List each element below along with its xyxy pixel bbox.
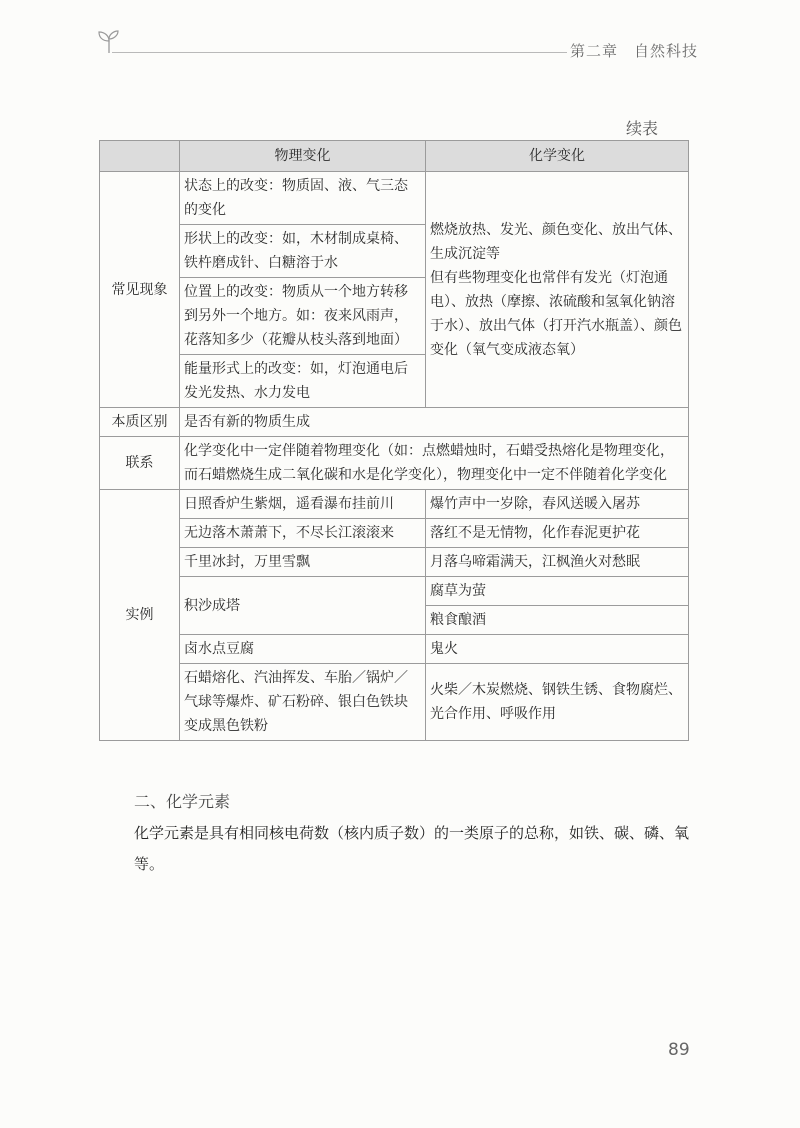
row-label-essence: 本质区别 [100,408,180,437]
table-header-row [100,141,689,172]
section-body: 化学元素是具有相同核电荷数（核内质子数）的一类原子的总称，如铁、碳、磷、氧等。 [134,824,690,873]
sprout-icon [96,28,122,54]
relation-content: 化学变化中一定伴随着物理变化（如：点燃蜡烛时，石蜡受热熔化是物理变化，而石蜡燃烧生成二氧化碳和水是化学变化），物理变化中一定不伴随着化学变化 [180,437,689,490]
essence-content: 是否有新的物质生成 [180,408,689,437]
header-rule [112,52,567,53]
physical-example-5: 卤水点豆腐 [180,635,426,664]
physical-shape-change: 形状上的改变：如，木材制成桌椅、铁杵磨成针、白糖溶于水 [180,225,426,278]
section-heading: 二、化学元素 [134,792,231,811]
physical-example-4: 积沙成塔 [180,577,426,635]
physical-example-2: 无边落木萧萧下，不尽长江滚滚来 [180,519,426,548]
chemical-example-6: 鬼火 [426,635,689,664]
chemical-common-phenomena: 燃烧放热、发光、颜色变化、放出气体、生成沉淀等 但有些物理变化也常伴有发光（灯泡通电）、放热（摩擦、浓硫酸和氢氧化钠溶于水）、放出气体（打开汽水瓶盖）、颜色变化（氧气变成液态氧） [426,172,689,408]
row-label-common: 常见现象 [100,172,180,408]
column-header-physical: 物理变化 [180,141,426,172]
chapter-title: 第二章 自然科技 [570,42,699,60]
row-label-relation: 联系 [100,437,180,490]
physical-position-change: 位置上的改变：物质从一个地方转移到另外一个地方。如：夜来风雨声，花落知多少（花瓣从枝头落到地面） [180,278,426,355]
chemical-example-7: 火柴／木炭燃烧、钢铁生锈、食物腐烂、光合作用、呼吸作用 [426,664,689,741]
page-number: 89 [668,1040,690,1060]
physical-example-6: 石蜡熔化、汽油挥发、车胎／锅炉／气球等爆炸、矿石粉碎、银白色铁块变成黑色铁粉 [180,664,426,741]
continued-label: 续表 [626,119,659,138]
physical-state-change: 状态上的改变：物质固、液、气三态的变化 [180,172,426,225]
chemical-example-3: 月落乌啼霜满天，江枫渔火对愁眠 [426,548,689,577]
physical-example-1: 日照香炉生紫烟，遥看瀑布挂前川 [180,490,426,519]
comparison-table [99,140,689,741]
chemical-example-1: 爆竹声中一岁除，春风送暖入屠苏 [426,490,689,519]
row-label-examples: 实例 [100,490,180,741]
chemical-example-2: 落红不是无情物，化作春泥更护花 [426,519,689,548]
physical-energy-change: 能量形式上的改变：如，灯泡通电后发光发热、水力发电 [180,355,426,408]
chemical-example-5: 粮食酿酒 [426,606,689,635]
chemical-example-4: 腐草为萤 [426,577,689,606]
column-header-chemical: 化学变化 [426,141,689,172]
column-header-empty [100,141,180,172]
physical-example-3: 千里冰封，万里雪飘 [180,548,426,577]
